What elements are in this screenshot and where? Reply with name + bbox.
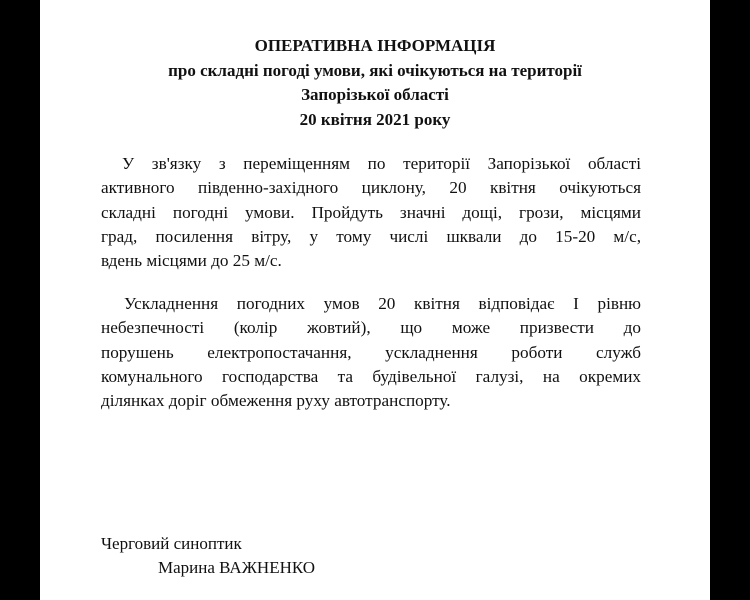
paragraph-line: небезпечності (колір жовтий), що може призвести до [101, 318, 641, 338]
signature-block [101, 532, 315, 580]
paragraph-line: ділянках доріг обмеження руху автотранспорту. [101, 391, 451, 411]
signature-name: Марина ВАЖНЕНКО [158, 558, 316, 577]
paragraph-line: Ускладнення погодних умов 20 квітня відповідає І рівню [124, 294, 641, 313]
hazard-level-paragraph [101, 292, 641, 413]
heading-region: Запорізької області [301, 85, 449, 104]
heading-subtitle: про складні погоді умови, які очікуються на території [168, 60, 582, 80]
heading-title: ОПЕРАТИВНА ІНФОРМАЦІЯ [254, 36, 496, 55]
paragraph-line: У зв'язку з переміщенням по території Запорізької області [122, 154, 641, 173]
paragraph-line: град, посилення вітру, у тому числі шквали до 15-20 м/с, [101, 226, 641, 246]
document-page [40, 0, 710, 600]
paragraph-line: вдень місцями до 25 м/с. [101, 251, 282, 271]
heading-date: 20 квітня 2021 року [299, 109, 451, 129]
signature-role: Черговий синоптик [101, 534, 242, 553]
forecast-paragraph [101, 152, 641, 273]
paragraph-line: порушень електропостачання, ускладнення роботи служб [101, 342, 641, 362]
paragraph-line: активного південно-західного циклону, 20 квітня очікуються [101, 178, 641, 198]
paragraph-line: комунального господарства та будівельної галузі, на окремих [101, 366, 641, 386]
document-heading [40, 34, 710, 132]
paragraph-line: складні погодні умови. Пройдуть значні дощі, грози, місцями [101, 202, 641, 222]
